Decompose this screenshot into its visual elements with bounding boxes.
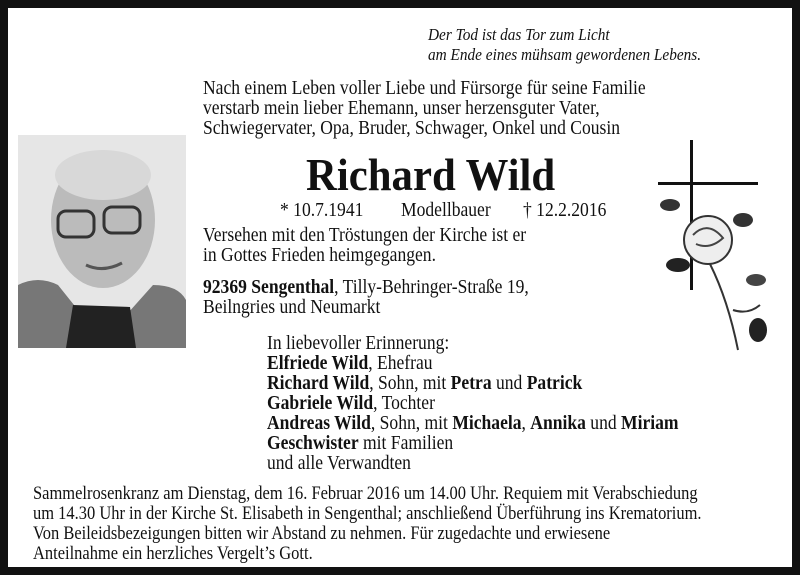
member-name: Miriam xyxy=(621,413,679,434)
connector: und xyxy=(585,413,622,434)
family-member xyxy=(267,393,435,415)
relatives-line: und alle Verwandten xyxy=(267,453,411,474)
relation: mit Familien xyxy=(358,433,454,454)
footer-line: Sammelrosenkranz am Dienstag, dem 16. Februar 2016 um 14.00 Uhr. Requiem mit Verabschiedung xyxy=(33,484,698,504)
relation: , Sohn, mit xyxy=(370,413,453,434)
family-member xyxy=(267,353,433,375)
family-member xyxy=(267,433,453,455)
footer-line: um 14.30 Uhr in der Kirche St. Elisabeth in Sengenthal; anschließend Überführung ins Krematorium. xyxy=(33,504,702,524)
intro-line: Schwiegervater, Opa, Bruder, Schwager, Onkel und Cousin xyxy=(203,118,621,139)
portrait-photo xyxy=(18,135,186,348)
address-line xyxy=(203,277,529,299)
deceased-name: Richard Wild xyxy=(306,149,556,200)
memory-heading: In liebevoller Erinnerung: xyxy=(267,333,450,354)
connector: , xyxy=(521,413,531,434)
intro-line: Nach einem Leben voller Liebe und Fürsorge für seine Familie xyxy=(203,78,646,99)
family-member xyxy=(267,413,679,435)
connector: und xyxy=(491,373,527,394)
sacrament-line: Versehen mit den Tröstungen der Kirche ist er xyxy=(203,225,527,246)
footer-line: Anteilnahme ein herzliches Vergelt’s Gott. xyxy=(33,544,313,564)
relation: , Sohn, mit xyxy=(369,373,451,394)
family-member xyxy=(267,373,582,395)
member-name: Geschwister xyxy=(267,433,359,454)
member-name: Annika xyxy=(530,413,586,434)
obituary-notice xyxy=(8,8,792,567)
intro-line: verstarb mein lieber Ehemann, unser herzensguter Vater, xyxy=(203,98,600,119)
quote-line: am Ende eines mühsam gewordenen Lebens. xyxy=(428,45,702,64)
footer-line: Von Beileidsbezeigungen bitten wir Abstand zu nehmen. Für zugedachte und erwiesene xyxy=(33,524,611,544)
member-name: Andreas Wild xyxy=(267,413,371,434)
cross-and-rose-icon xyxy=(648,140,778,355)
member-name: Richard Wild xyxy=(267,373,370,394)
death-date: † 12.2.2016 xyxy=(523,200,607,221)
quote-line: Der Tod ist das Tor zum Licht xyxy=(428,25,610,44)
member-name: Petra xyxy=(450,373,492,394)
relation: , Tochter xyxy=(373,393,435,414)
profession: Modellbauer xyxy=(401,200,491,221)
member-name: Gabriele Wild xyxy=(267,393,374,414)
address-line-2: Beilngries und Neumarkt xyxy=(203,297,381,318)
relation: , Ehefrau xyxy=(368,353,433,374)
member-name: Elfriede Wild xyxy=(267,353,369,374)
street: , Tilly-Behringer-Straße 19, xyxy=(334,277,529,298)
birth-date: * 10.7.1941 xyxy=(280,200,364,221)
member-name: Patrick xyxy=(526,373,583,394)
member-name: Michaela xyxy=(452,413,522,434)
postal-city: 92369 Sengenthal xyxy=(203,277,335,298)
sacrament-line: in Gottes Frieden heimgegangen. xyxy=(203,245,436,266)
